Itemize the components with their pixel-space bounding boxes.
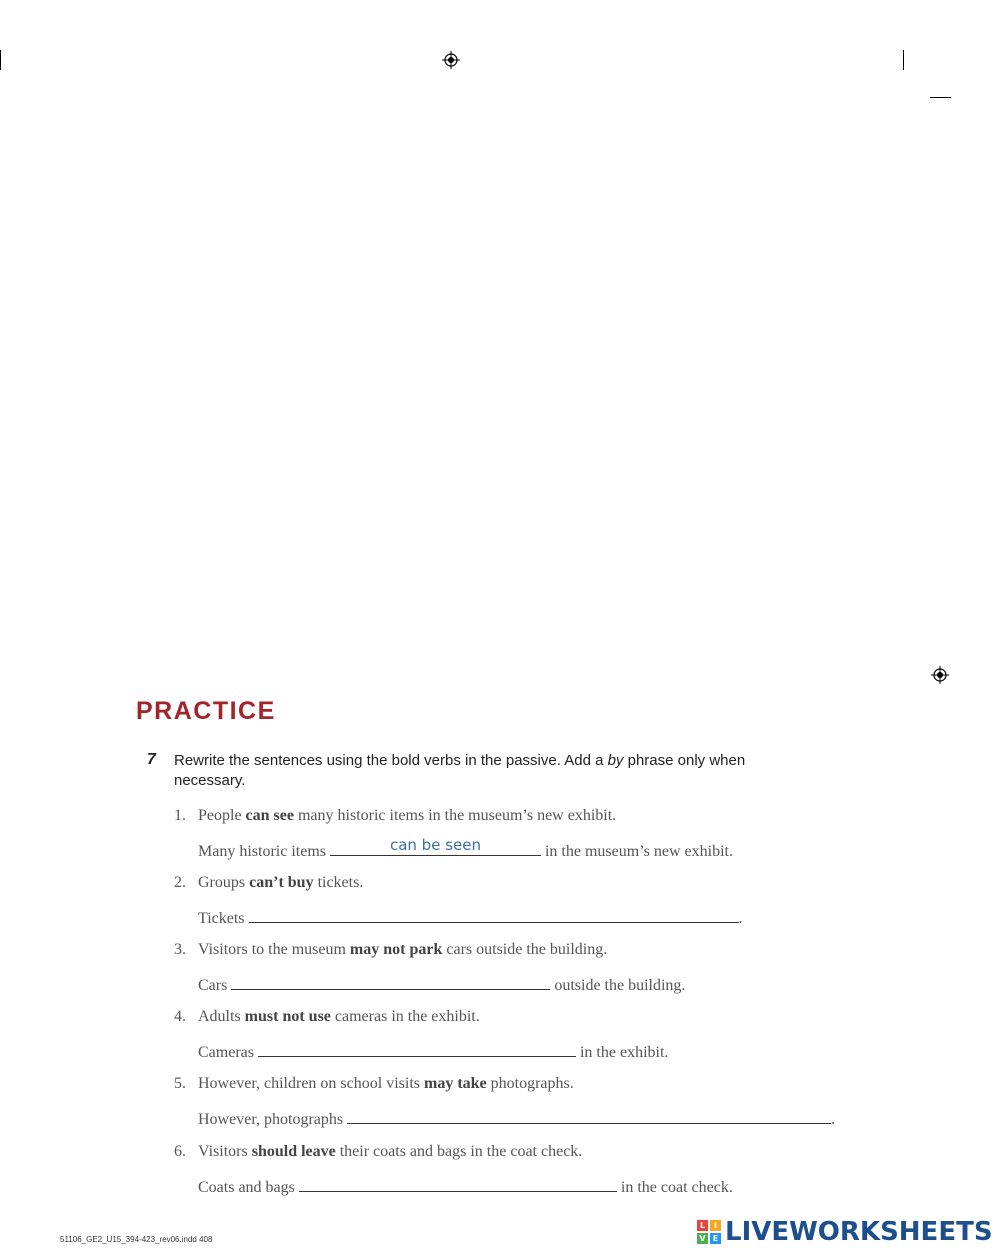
answer-blank	[347, 1106, 831, 1124]
bold-verb: should leave	[251, 1143, 336, 1160]
answer-sentence: Cars outside the building.	[198, 972, 685, 995]
exercise-number: 7	[147, 751, 156, 768]
instructions-text-pre: Rewrite the sentences using the bold verbs in the passive. Add a	[174, 752, 608, 769]
crop-mark-left	[0, 50, 1, 70]
answer-sentence: Cameras in the exhibit.	[198, 1039, 668, 1062]
answer-input-4[interactable]	[258, 1037, 576, 1055]
answer-blank	[330, 838, 541, 856]
logo-block-l: L	[697, 1220, 708, 1231]
answer-input-2[interactable]	[249, 903, 739, 921]
answer-blank	[249, 905, 739, 923]
answer-blank	[299, 1174, 617, 1192]
instructions-italic: by	[607, 752, 624, 769]
logo-blocks-icon	[697, 1220, 721, 1244]
bold-verb: can see	[245, 807, 294, 824]
bold-verb: can’t buy	[249, 874, 314, 891]
item-number: 3.	[174, 941, 186, 958]
logo-block-v: V	[697, 1233, 708, 1244]
answer-sentence: However, photographs .	[198, 1106, 835, 1129]
source-sentence: Adults must not use cameras in the exhibit.	[198, 1008, 480, 1025]
bold-verb: may not park	[349, 941, 443, 958]
answer-sentence: Many historic items can be seen in the museum’s new exhibit.	[198, 838, 733, 861]
source-sentence: Groups can’t buy tickets.	[198, 874, 364, 891]
item-number: 2.	[174, 874, 186, 891]
item-number: 5.	[174, 1075, 186, 1092]
answer-input-6[interactable]	[299, 1172, 617, 1190]
section-title: PRACTICE	[136, 697, 276, 725]
item-number: 4.	[174, 1008, 186, 1025]
bold-verb: must not use	[244, 1008, 331, 1025]
bold-verb: may take	[423, 1075, 487, 1092]
liveworksheets-logo[interactable]	[697, 1218, 993, 1246]
source-sentence: Visitors should leave their coats and bags in the coat check.	[198, 1143, 583, 1160]
answer-blank	[258, 1039, 576, 1057]
footer-file-info: 51106_GE2_U15_394-423_rev06.indd 408	[60, 1235, 213, 1244]
answer-sentence: Tickets .	[198, 905, 743, 928]
answer-input-5[interactable]	[347, 1104, 831, 1122]
exercise-instructions	[174, 751, 814, 791]
registration-mark-icon	[442, 51, 460, 69]
crop-mark-right-horizontal	[930, 97, 951, 98]
answer-blank	[231, 972, 550, 990]
logo-block-e: E	[710, 1233, 721, 1244]
source-sentence: However, children on school visits may take photographs.	[198, 1075, 574, 1092]
logo-block-i: I	[710, 1220, 721, 1231]
item-number: 6.	[174, 1143, 186, 1160]
source-sentence: People can see many historic items in the museum’s new exhibit.	[198, 807, 617, 824]
instructions-text-post: phrase only when necessary.	[174, 752, 746, 789]
answer-input-3[interactable]	[231, 970, 550, 988]
answer-sentence: Coats and bags in the coat check.	[198, 1174, 733, 1197]
registration-mark-icon	[931, 666, 949, 684]
item-number: 1.	[174, 807, 186, 824]
crop-mark-right	[903, 50, 904, 70]
answer-input-1[interactable]	[330, 836, 541, 854]
logo-text: LIVEWORKSHEETS	[725, 1217, 993, 1247]
source-sentence: Visitors to the museum may not park cars outside the building.	[198, 941, 608, 958]
